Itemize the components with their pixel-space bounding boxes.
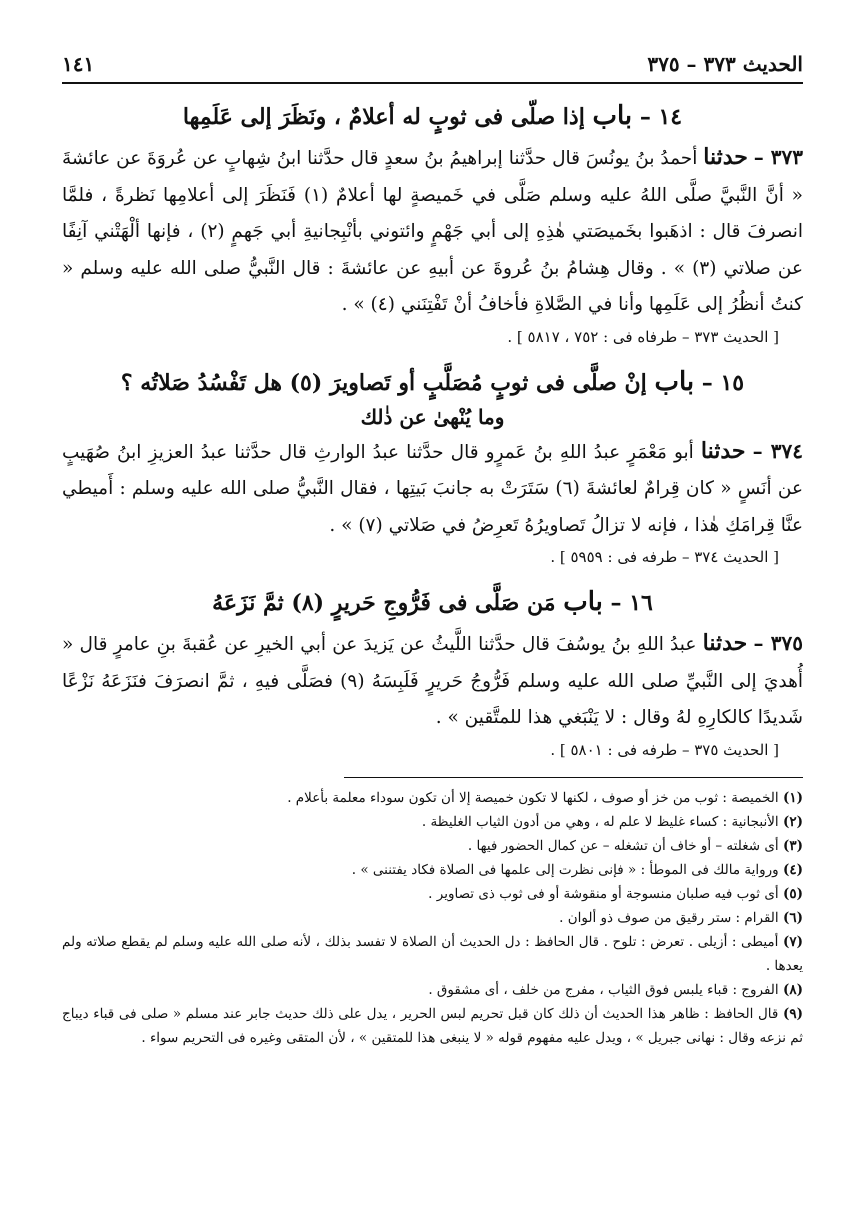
footnote-text: قال الحافظ : ظاهر هذا الحديث أن ذلك كان قبل تحريم لبس الحرير ، يدل على ذلك حديث جابر عند مسلم « صلى فى قباء ديباج ثم نزعه وقال : نهانى جبريل » ، ويدل عليه مفهوم قوله « لا ينبغى هذا للمتقين » ، لأن المتقى وغيره فى التحريم سواء . <box>62 1005 803 1046</box>
hadith-paragraph <box>62 433 803 545</box>
footnote-text: الأنبجانية : كساء غليظ لا علم له ، وهي من أدون الثياب الغليظة . <box>421 813 779 830</box>
footnote <box>62 858 803 882</box>
haddathana-word: حدثنا <box>703 144 748 170</box>
chapter-heading <box>62 98 803 135</box>
chapter-number: ١٤ – <box>639 104 683 130</box>
hadith-paragraph <box>62 625 803 737</box>
hadith-reference: [ الحديث ٣٧٣ – طرفاه فى : ٧٥٢ ، ٥٨١٧ ] . <box>507 327 779 346</box>
footnote-number: (٣) <box>782 837 803 854</box>
chapter-heading <box>62 584 803 621</box>
haddathana-word: حدثنا <box>700 437 746 464</box>
footnote-number: (٨) <box>782 981 803 998</box>
footnote-number: (٤) <box>782 861 803 878</box>
page-number: ١٤١ <box>62 52 95 76</box>
bab-word: باب <box>592 101 633 131</box>
footnote-text: ورواية مالك فى الموطأ : « فإنى نظرت إلى علمها فى الصلاة فكاد يفتننى » . <box>351 861 779 878</box>
footnote <box>62 882 803 906</box>
hadith-reference: [ الحديث ٣٧٥ – طرفه فى : ٥٨٠١ ] . <box>550 740 779 759</box>
chapter-title: إنْ صلَّى فى ثوبٍ مُصَلَّبٍ أو تَصاويرَ (٥) هل تَفْسُدُ صَلاتُه ؟ <box>120 369 647 396</box>
chapter-number: ١٥ – <box>701 369 745 396</box>
hadith-number: ٣٧٣ – <box>753 145 803 169</box>
bab-word: باب <box>563 587 603 617</box>
chapter-number: ١٦ – <box>610 590 653 616</box>
footnote <box>62 930 803 978</box>
footnote <box>62 834 803 858</box>
hadith-reference: [ الحديث ٣٧٤ – طرفه فى : ٥٩٥٩ ] . <box>550 548 779 566</box>
footnote-text: أى ثوب فيه صلبان منسوجة أو منقوشة أو فى ثوب ذى تصاوير . <box>428 885 779 902</box>
chapter-title: إذا صلّى فى ثوبٍ له أعلامٌ ، ونَظَرَ إلى عَلَمِها <box>182 104 585 130</box>
footnote-text: أميطى : أزيلى . تعرض : تلوح . قال الحافظ : دل الحديث أن الصلاة لا تفسد بذلك ، لأنه صلى الله عليه وسلم لم يقطع صلاته ولم يعدها . <box>62 933 803 974</box>
chapter-section <box>62 98 803 350</box>
chapter-heading <box>62 364 803 401</box>
hadith-paragraph <box>62 139 803 324</box>
footnote-text: القرام : ستر رقيق من صوف ذو ألوان . <box>559 909 779 926</box>
footnote-number: (٦) <box>782 909 803 926</box>
footnote-number: (٥) <box>782 885 803 902</box>
footnote <box>62 978 803 1002</box>
footnote-divider <box>344 777 803 778</box>
hadith-text: عبدُ اللهِ بنُ يوسُفَ قال حدَّثنا اللَّيثُ عن يَزيدَ عن أبي الخيرِ عن عُقبةَ بنِ عامرٍ قال « أُهديَ إلى النَّبيِّ صلى الله عليه وسلم فَرُّوجُ حَريرٍ فَلَبِسَهُ (٩) فصَلَّى فيهِ ، ثمَّ انصرَفَ فنَزَعَهُ نَزْعًا شَديدًا كالكارِهِ لهُ وقال : لا يَنْبَغي هذا للمتَّقين » . <box>62 634 803 728</box>
chapter-title: مَن صَلَّى فى فَرُّوجِ حَريرٍ (٨) ثمَّ نَزَعَهُ <box>212 590 556 616</box>
hadith-text: أحمدُ بنُ يونُسَ قال حدَّثنا إبراهيمُ بنُ سعدٍ قال حدَّثنا ابنُ شِهابٍ عن عُروَةَ عن عائشةَ « أنَّ النَّبيَّ صلَّى اللهُ عليه وسلم صَلَّى في خَميصةٍ لها أعلامٌ (١) فَنَظَرَ إلى أعلامِها نَظرةً ، فلمَّا انصرفَ قال : اذهَبوا بخَميصَتي هٰذِهِ إلى أبي جَهْمٍ وائتوني بأنْبِجانيةِ أبي جَهمٍ (٢) ، فإنها ألْهَتْني آنِفًا عن صلاتي (٣) » . وقال هِشامُ بنُ عُروةَ عن أبيهِ عن عائشةَ : قال النَّبيُّ صلى الله عليه وسلم « كنتُ أنظُرُ إلى عَلَمِها وأنا في الصَّلاةِ فأخافُ أنْ تَفْتِنَني (٤) » . <box>62 148 803 315</box>
chapter-section <box>62 584 803 763</box>
bab-word: باب <box>654 366 695 397</box>
footnote <box>62 786 803 810</box>
chapter-section <box>62 364 803 571</box>
header-title: الحديث ٣٧٣ – ٣٧٥ <box>647 52 803 76</box>
hadith-number: ٣٧٤ – <box>752 438 803 463</box>
chapter-subtitle: وما يُنْهىٰ عن ذٰلك <box>360 404 505 429</box>
hadith-number: ٣٧٥ – <box>753 631 803 655</box>
hadith-text: أبو مَعْمَرٍ عبدُ اللهِ بنُ عَمرٍو قال حدَّثنا عبدُ الوارثِ قال حدَّثنا عبدُ العزيزِ ابنُ صُهَيبٍ عن أنَسٍ « كان قِرامٌ لعائشةَ (٦) سَتَرَتْ به جانبَ بَيتِها ، فقال النَّبيُّ صلى الله عليه وسلم : أَميطي عنَّا قِرامَكِ هٰذا ، فإنه لا تزالُ تَصاويرُهُ تَعرِضُ في صَلاتي (٧) » . <box>62 441 803 536</box>
running-header <box>62 52 803 84</box>
footnote-number: (٧) <box>782 933 803 950</box>
footnote-number: (٩) <box>782 1005 803 1022</box>
footnote <box>62 1002 803 1050</box>
footnote-text: الفروج : قباء يلبس فوق الثياب ، مفرج من خلف ، أى مشقوق . <box>428 981 779 998</box>
footnote-text: أى شغلته – أو خاف أن تشغله – عن كمال الحضور فيها . <box>467 837 779 854</box>
footnote <box>62 810 803 834</box>
footnote-text: الخميصة : ثوب من خز أو صوف ، لكنها لا تكون خميصة إلا أن تكون سوداء معلمة بأعلام . <box>287 789 779 806</box>
footnote-number: (٢) <box>782 813 803 830</box>
haddathana-word: حدثنا <box>702 630 748 656</box>
footnotes-list <box>62 786 803 1050</box>
footnote-number: (١) <box>782 789 803 806</box>
footnote <box>62 906 803 930</box>
